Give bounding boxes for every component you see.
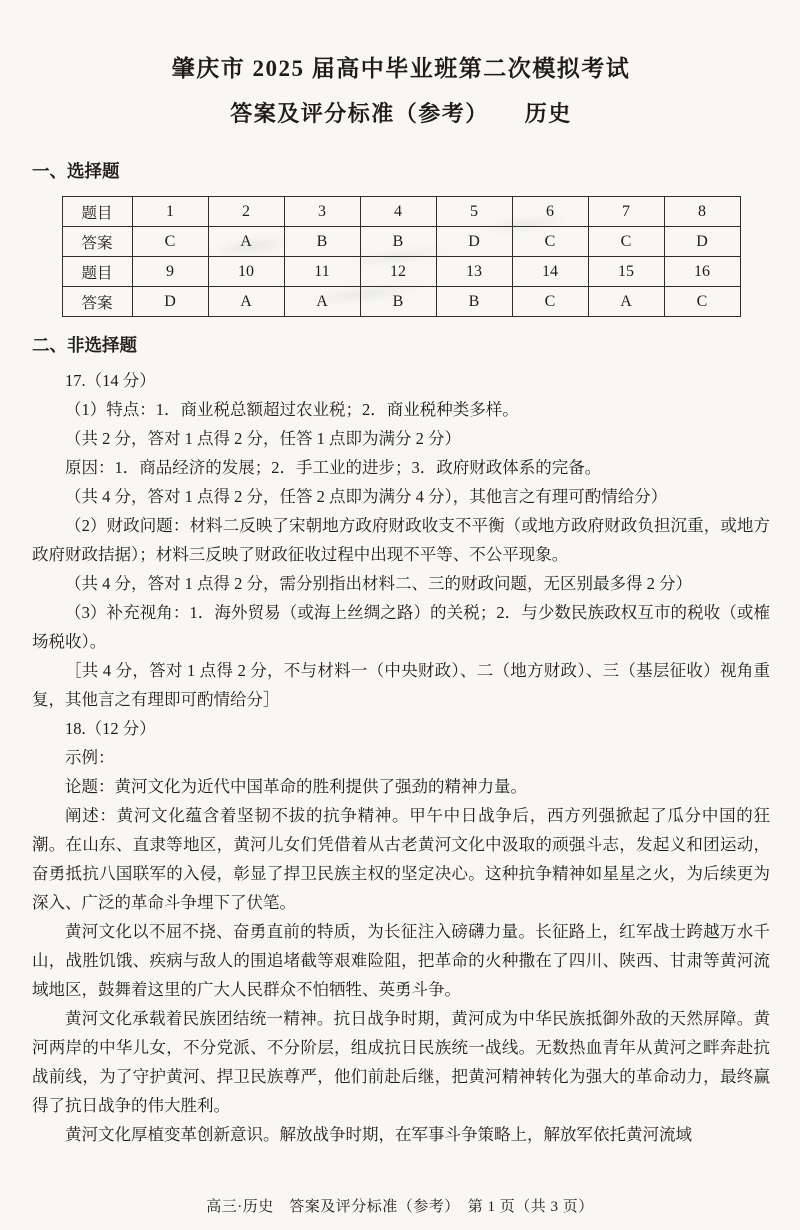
answer-paragraph: 黄河文化承载着民族团结统一精神。抗日战争时期，黄河成为中华民族抵御外敌的天然屏障。黄河两岸的中华儿女，不分党派、不分阶层，组成抗日民族统一战线。无数热血青年从黄河之畔奔赴抗战前线，为了守护黄河、捍卫民族尊严，他们前赴后继，把黄河精神转化为强大的革命动力，最终赢得了抗日战争的伟大胜利。 (32, 1009, 770, 1115)
question-18-heading: 18.（12 分） (65, 719, 156, 738)
answer-cell: D (664, 227, 740, 257)
answer-cell: A (208, 227, 284, 257)
scoring-note-paragraph: （共 2 分，答对 1 点得 2 分，任答 1 点即为满分 2 分） (65, 429, 461, 448)
question-number-cell: 1 (132, 197, 208, 227)
answer-cell: C (588, 227, 664, 257)
page-footer: 高三·历史 答案及评分标准（参考） 第 1 页（共 3 页） (206, 1199, 594, 1215)
answer-cell: B (360, 287, 436, 317)
answer-cell: C (512, 287, 588, 317)
scoring-note-paragraph: （共 4 分，答对 1 点得 2 分，任答 2 点即为满分 4 分），其他言之有理可酌情给分） (65, 487, 668, 506)
question-number-cell: 2 (208, 197, 284, 227)
question-17-heading: 17.（14 分） (65, 371, 156, 390)
question-number-cell: 15 (588, 257, 664, 287)
page-title: 肇庆市 2025 届高中毕业班第二次模拟考试 (171, 56, 631, 81)
question-number-cell: 10 (208, 257, 284, 287)
row-label-cell: 答案 (62, 287, 132, 317)
choice-question-section (32, 158, 770, 317)
answer-cell: D (132, 287, 208, 317)
answer-cell: C (512, 227, 588, 257)
question-number-cell: 9 (132, 257, 208, 287)
answer-paragraph: 黄河文化以不屈不挠、奋勇直前的特质，为长征注入磅礴力量。长征路上，红军战士跨越万水千山，战胜饥饿、疾病与敌人的围追堵截等艰难险阻，把革命的火种撒在了四川、陕西、甘肃等黄河流域地区，鼓舞着这里的广大人民群众不怕牺牲、英勇斗争。 (32, 922, 770, 999)
answer-paragraph: （3）补充视角：1．海外贸易（或海上丝绸之路）的关税；2．与少数民族政权互市的税收（或榷场税收）。 (32, 603, 770, 651)
table-row (62, 287, 740, 317)
question-number-cell: 5 (436, 197, 512, 227)
row-label-cell: 答案 (62, 227, 132, 257)
scoring-note-paragraph: ［共 4 分，答对 1 点得 2 分，不与材料一（中央财政）、二（地方财政）、三（基层征收）视角重复，其他言之有理即可酌情给分］ (32, 661, 770, 709)
row-label-cell: 题目 (62, 257, 132, 287)
answer-cell: A (208, 287, 284, 317)
answer-paragraph: 阐述：黄河文化蕴含着坚韧不拔的抗争精神。甲午中日战争后，西方列强掀起了瓜分中国的狂潮。在山东、直隶等地区，黄河儿女们凭借着从古老黄河文化中汲取的顽强斗志，发起义和团运动，奋勇抵抗八国联军的入侵，彰显了捍卫民族主权的坚定决心。这种抗争精神如星星之火，为后续更为深入、广泛的革命斗争埋下了伏笔。 (32, 806, 770, 912)
answer-cell: A (588, 287, 664, 317)
question-number-cell: 7 (588, 197, 664, 227)
answer-cell: B (284, 227, 360, 257)
answer-paragraph: （2）财政问题：材料二反映了宋朝地方政府财政收支不平衡（或地方政府财政负担沉重，或地方政府财政拮据）；材料三反映了财政征收过程中出现不平等、不公平现象。 (32, 516, 770, 564)
answer-key-table (62, 196, 741, 317)
answer-paragraph: 论题：黄河文化为近代中国革命的胜利提供了强劲的精神力量。 (65, 777, 527, 796)
answer-cell: C (664, 287, 740, 317)
page-subtitle: 答案及评分标准（参考） 历史 (230, 101, 572, 126)
answer-paragraph: 原因：1．商品经济的发展；2．手工业的进步；3．政府财政体系的完备。 (65, 458, 602, 477)
question-number-cell: 3 (284, 197, 360, 227)
page-header (32, 50, 770, 128)
answer-paragraph: 黄河文化厚植变革创新意识。解放战争时期，在军事斗争策略上，解放军依托黄河流域 (65, 1125, 692, 1144)
answer-cell: D (436, 227, 512, 257)
question-number-cell: 14 (512, 257, 588, 287)
answer-cell: B (436, 287, 512, 317)
question-number-cell: 4 (360, 197, 436, 227)
scoring-note-paragraph: （共 4 分，答对 1 点得 2 分，需分别指出材料二、三的财政问题，无区别最多得 2 分） (65, 574, 692, 593)
free-response-section (32, 332, 770, 1149)
question-number-cell: 8 (664, 197, 740, 227)
free-response-body (32, 366, 770, 1149)
question-number-cell: 6 (512, 197, 588, 227)
table-row (62, 197, 740, 227)
question-number-cell: 16 (664, 257, 740, 287)
answer-paragraph: 示例： (65, 748, 115, 767)
choice-section-heading: 一、选择题 (32, 161, 120, 181)
table-row (62, 257, 740, 287)
answer-cell: A (284, 287, 360, 317)
row-label-cell: 题目 (62, 197, 132, 227)
question-number-cell: 11 (284, 257, 360, 287)
question-number-cell: 13 (436, 257, 512, 287)
free-response-section-heading: 二、非选择题 (32, 335, 137, 355)
answer-paragraph: （1）特点：1．商业税总额超过农业税；2．商业税种类多样。 (65, 400, 519, 419)
answer-cell: B (360, 227, 436, 257)
question-number-cell: 12 (360, 257, 436, 287)
table-row (62, 227, 740, 257)
answer-cell: C (132, 227, 208, 257)
